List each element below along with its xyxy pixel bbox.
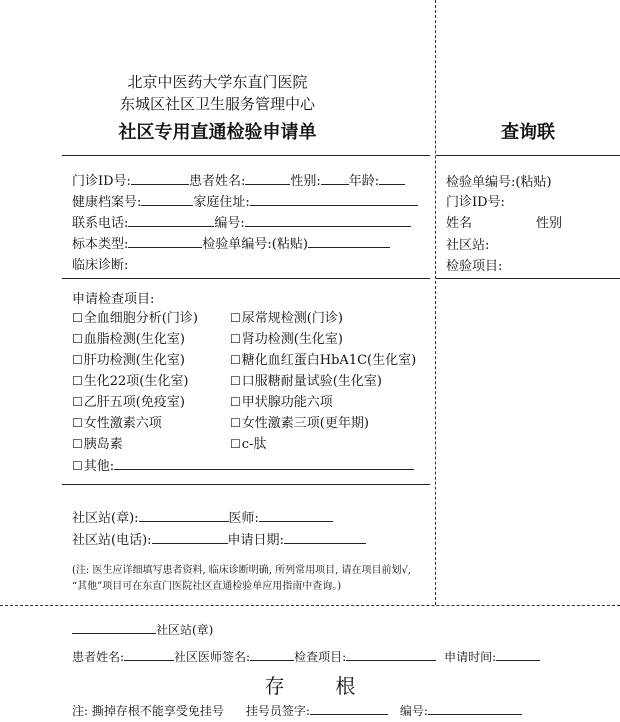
number-field[interactable]: [245, 214, 411, 227]
test-item[interactable]: ☐生化22项(生化室): [72, 374, 189, 389]
clinic-id-field[interactable]: [131, 172, 189, 185]
stub-test-items-field[interactable]: [346, 648, 436, 661]
doctor-field[interactable]: [259, 509, 333, 522]
age-field[interactable]: [379, 172, 405, 185]
stub-row-2: [72, 648, 540, 665]
test-item[interactable]: ☐胰岛素: [72, 437, 123, 452]
clinic-id-label: 门诊ID号:: [72, 174, 131, 189]
checkbox-icon: ☐: [230, 353, 241, 367]
checkbox-icon: ☐: [72, 332, 83, 346]
age-label: 年龄:: [348, 174, 380, 189]
diagnosis-label: 临床诊断:: [72, 258, 129, 273]
test-item[interactable]: ☐血脂检测(生化室): [72, 332, 185, 347]
checkbox-icon: ☐: [72, 353, 83, 367]
checkbox-icon: ☐: [230, 437, 241, 451]
signoff-row-2: [72, 529, 366, 548]
rp-clinic-id: 门诊ID号:: [446, 195, 505, 210]
stub-test-items-label: 检查项目:: [294, 650, 347, 664]
checkbox-icon: ☐: [230, 416, 241, 430]
phone-label: 联系电话:: [72, 216, 129, 231]
horizontal-tear-line: [0, 605, 620, 606]
gender-label: 性别: [290, 174, 317, 189]
rp-divider: [436, 278, 620, 279]
patient-row-2: [72, 191, 418, 210]
test-item[interactable]: ☐甲状腺功能六项: [230, 395, 333, 410]
checkbox-icon: ☐: [230, 311, 241, 325]
patient-row-3: [72, 212, 411, 231]
specimen-type-label: 标本类型:: [72, 237, 129, 252]
stub-apply-time-field[interactable]: [496, 648, 540, 661]
rp-name: 姓名: [446, 216, 473, 231]
rp-gender: 性别: [536, 216, 563, 231]
test-item[interactable]: ☐c-肽: [230, 437, 267, 452]
phone-field[interactable]: [128, 214, 214, 227]
test-item[interactable]: ☐糖化血红蛋白HbA1C(生化室): [230, 353, 417, 368]
checkbox-icon: ☐: [72, 395, 83, 409]
stub-title: 存 根: [264, 674, 356, 698]
stub-station-field[interactable]: [72, 621, 156, 634]
patient-row-5: [72, 254, 128, 273]
patient-row-1: 门诊ID号: 患者姓名: 性别: 年龄:: [72, 170, 405, 189]
test-item[interactable]: ☐女性激素六项: [72, 416, 162, 431]
test-form-no-field[interactable]: [308, 235, 390, 248]
test-form-no-label: 检验单编号:(粘贴): [202, 237, 308, 252]
query-copy-title: 查询联: [501, 122, 555, 143]
center-name: 东城区社区卫生服务管理中心: [119, 95, 315, 113]
signoff-row-1: [72, 507, 333, 526]
health-record-label: 健康档案号:: [72, 195, 142, 210]
tests-divider: [62, 484, 430, 485]
test-item[interactable]: ☐女性激素三项(更年期): [230, 416, 369, 431]
stub-registrar-sign-label: 挂号员签字:: [245, 704, 310, 718]
apply-date-field[interactable]: [284, 531, 366, 544]
address-label: 家庭住址:: [193, 195, 250, 210]
checkbox-icon: ☐: [72, 311, 83, 325]
stub-row-1: [72, 621, 213, 638]
stub-footer-note: 注: 撕掉存根不能享受免挂号: [72, 704, 224, 718]
vertical-tear-line: [435, 0, 436, 605]
note-line-1: (注: 医生应详细填写患者资料, 临床诊断明确, 所列常用项目, 请在项目前划√,: [72, 565, 412, 576]
info-divider: [62, 278, 430, 279]
test-item[interactable]: ☐全血细胞分析(门诊): [72, 311, 198, 326]
number-label: 编号:: [214, 216, 245, 231]
station-phone-label: 社区站(电话):: [72, 533, 152, 548]
checkbox-icon: ☐: [230, 332, 241, 346]
patient-row-4: [72, 233, 390, 252]
stub-number-label: 编号:: [399, 704, 428, 718]
stub-doctor-sign-label: 社区医师签名:: [174, 650, 251, 664]
specimen-type-field[interactable]: [128, 235, 202, 248]
gender-field[interactable]: [321, 172, 349, 185]
test-item[interactable]: ☐肾功检测(生化室): [230, 332, 343, 347]
rp-station: 社区站:: [446, 238, 490, 253]
checkbox-icon: ☐: [72, 374, 83, 388]
header-divider: [62, 155, 430, 156]
checkbox-icon: ☐: [230, 374, 241, 388]
address-field[interactable]: [250, 193, 418, 206]
stub-doctor-sign-field[interactable]: [250, 648, 294, 661]
station-seal-field[interactable]: [139, 509, 229, 522]
rp-test-form-no: 检验单编号:(粘贴): [446, 175, 552, 190]
tests-heading: 申请检查项目:: [72, 292, 155, 307]
hospital-name: 北京中医药大学东直门医院: [127, 73, 308, 91]
apply-date-label: 申请日期:: [227, 533, 284, 548]
test-item[interactable]: ☐尿常规检测(门诊): [230, 311, 343, 326]
checkbox-icon: ☐: [72, 437, 83, 451]
test-item-other[interactable]: ☐其他:: [72, 455, 414, 474]
test-item[interactable]: ☐肝功检测(生化室): [72, 353, 185, 368]
stub-station-seal-label: 社区站(章): [156, 623, 214, 637]
patient-name-field[interactable]: [245, 172, 290, 185]
station-seal-label: 社区站(章):: [72, 511, 139, 526]
doctor-label: 医师:: [228, 511, 259, 526]
stub-apply-time-label: 申请时间:: [444, 650, 497, 664]
health-record-field[interactable]: [141, 193, 193, 206]
right-header-divider: [436, 155, 620, 156]
patient-name-label: 患者姓名:: [188, 174, 246, 189]
stub-patient-name-field[interactable]: [124, 648, 174, 661]
stub-row-3: [72, 702, 522, 719]
stub-number-field[interactable]: [428, 702, 522, 715]
checkbox-icon: ☐: [72, 459, 83, 473]
checkbox-icon: ☐: [230, 395, 241, 409]
note-line-2: “其他”项目可在东直门医院社区直通检验单应用指南中查询。): [72, 581, 342, 592]
checkbox-icon: ☐: [72, 416, 83, 430]
stub-patient-name-label: 患者姓名:: [72, 650, 125, 664]
form-title: 社区专用直通检验申请单: [118, 122, 317, 143]
test-item[interactable]: ☐口服糖耐量试验(生化室): [230, 374, 382, 389]
station-phone-field[interactable]: [152, 531, 228, 544]
stub-registrar-sign-field[interactable]: [310, 702, 388, 715]
rp-items: 检验项目:: [446, 259, 503, 274]
test-item[interactable]: ☐乙肝五项(免疫室): [72, 395, 185, 410]
other-field[interactable]: [114, 457, 414, 470]
